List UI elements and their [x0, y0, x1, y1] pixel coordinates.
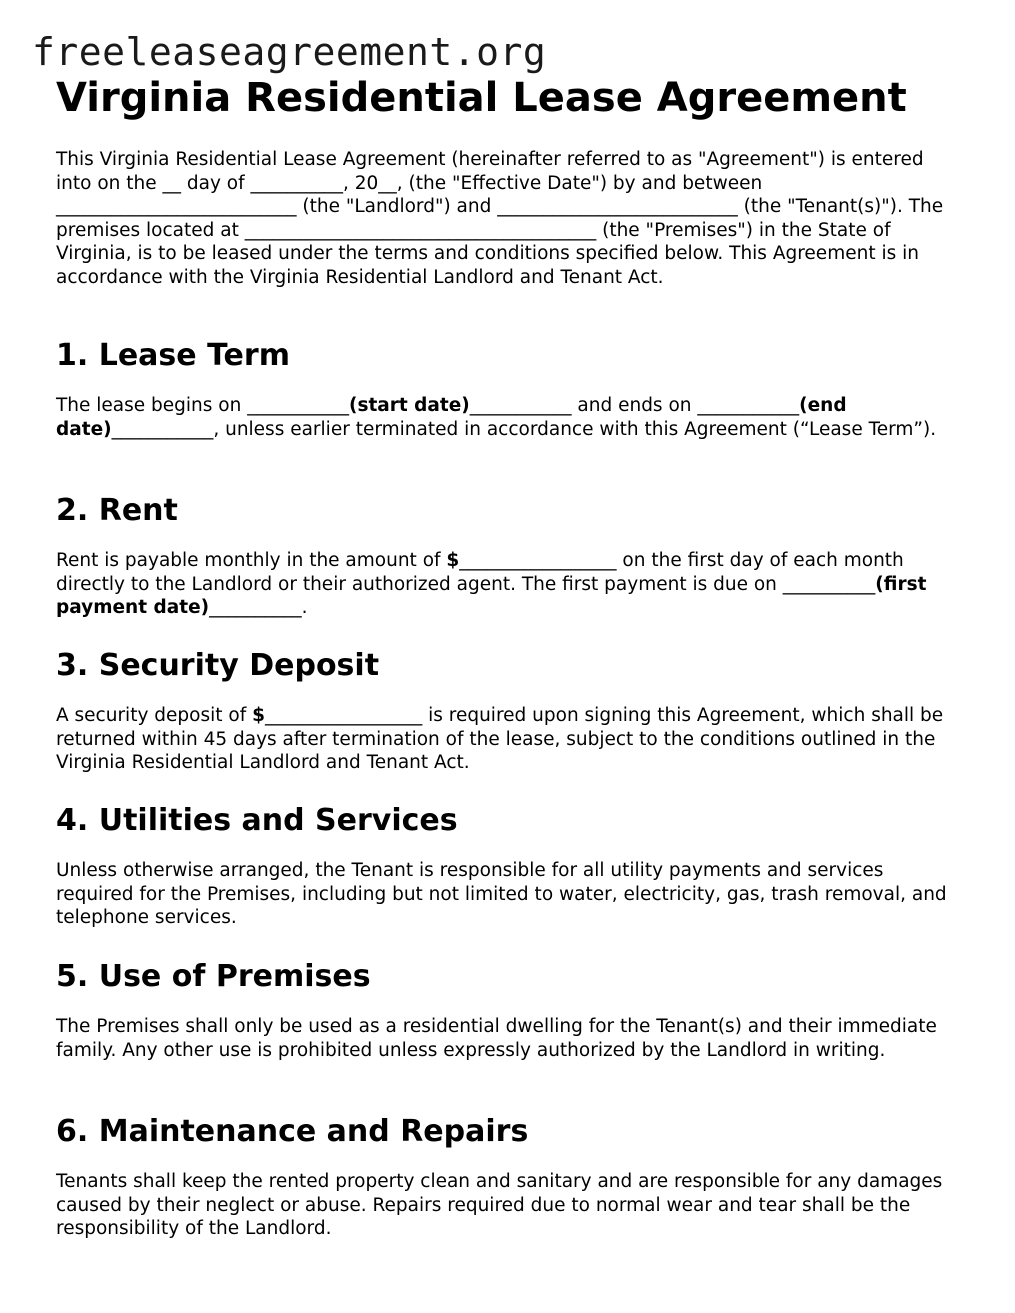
section-heading: 3. Security Deposit — [56, 648, 380, 683]
document-title: Virginia Residential Lease Agreement — [56, 75, 907, 121]
text-run: The Premises shall only be used as a residential dwelling for the Tenant(s) and their immediate family. Any other use is prohibited unless expressly authorized by the Landlord in writing. — [56, 1016, 937, 1061]
section-heading: 1. Lease Term — [56, 338, 290, 373]
section-heading: 6. Maintenance and Repairs — [56, 1114, 529, 1149]
section-heading: 4. Utilities and Services — [56, 803, 458, 838]
intro-paragraph: This Virginia Residential Lease Agreement (hereinafter referred to as "Agreement") is entered into on the __ day of __________, 20__, (the "Effective Date") by and between __________________________ (the "Landlord") and __________________________ (the "Tenant(s)"). The premises located at ______________________________________ (the "Premises") in the State of Virginia, is to be leased under the terms and conditions specified below. This Agreement is in accordance with the Virginia Residential Landlord and Tenant Act. — [56, 149, 944, 288]
section-heading: 5. Use of Premises — [56, 959, 371, 994]
section-body — [56, 394, 956, 441]
text-run: Unless otherwise arranged, the Tenant is responsible for all utility payments and services required for the Premises, including but not limited to water, electricity, gas, trash removal, and telephone services. — [56, 860, 947, 929]
section-heading: 2. Rent — [56, 493, 178, 528]
section-body — [56, 549, 956, 620]
section-body — [56, 1170, 956, 1241]
text-run-bold: (start date) — [348, 395, 470, 416]
text-run: ___________ and ends on ___________ — [469, 395, 800, 416]
text-run: Rent is payable monthly in the amount of — [56, 550, 447, 571]
text-run-bold: $ — [252, 705, 265, 726]
text-run: A security deposit of — [56, 705, 253, 726]
text-run-bold: $ — [446, 550, 460, 571]
section-body — [56, 704, 956, 775]
text-run: _________________ is required upon signing this Agreement, which shall be returned within 45 days after termination of the lease, subject to the conditions outlined in the Virginia Residential Landlord and Tenant Act. — [56, 705, 944, 774]
lease-document — [56, 74, 956, 1240]
text-run-bold: (first payment date) — [56, 573, 927, 619]
text-run: __________. — [209, 597, 308, 619]
section-body — [56, 1015, 956, 1062]
text-run: ___________, unless earlier terminated in accordance with this Agreement (“Lease Term”). — [111, 418, 937, 440]
text-run: The lease begins on ___________ — [56, 395, 349, 416]
text-run: _________________ on the first day of each month directly to the Landlord or their authorized agent. The first payment is due on __________ — [56, 550, 904, 595]
text-run: Tenants shall keep the rented property clean and sanitary and are responsible for any damages caused by their neglect or abuse. Repairs required due to normal wear and tear shall be the responsibility of the Landlord. — [56, 1171, 943, 1240]
text-run-bold: (end date) — [56, 395, 847, 440]
site-watermark: freeleaseagreement.org — [32, 30, 547, 74]
section-body — [56, 859, 956, 930]
